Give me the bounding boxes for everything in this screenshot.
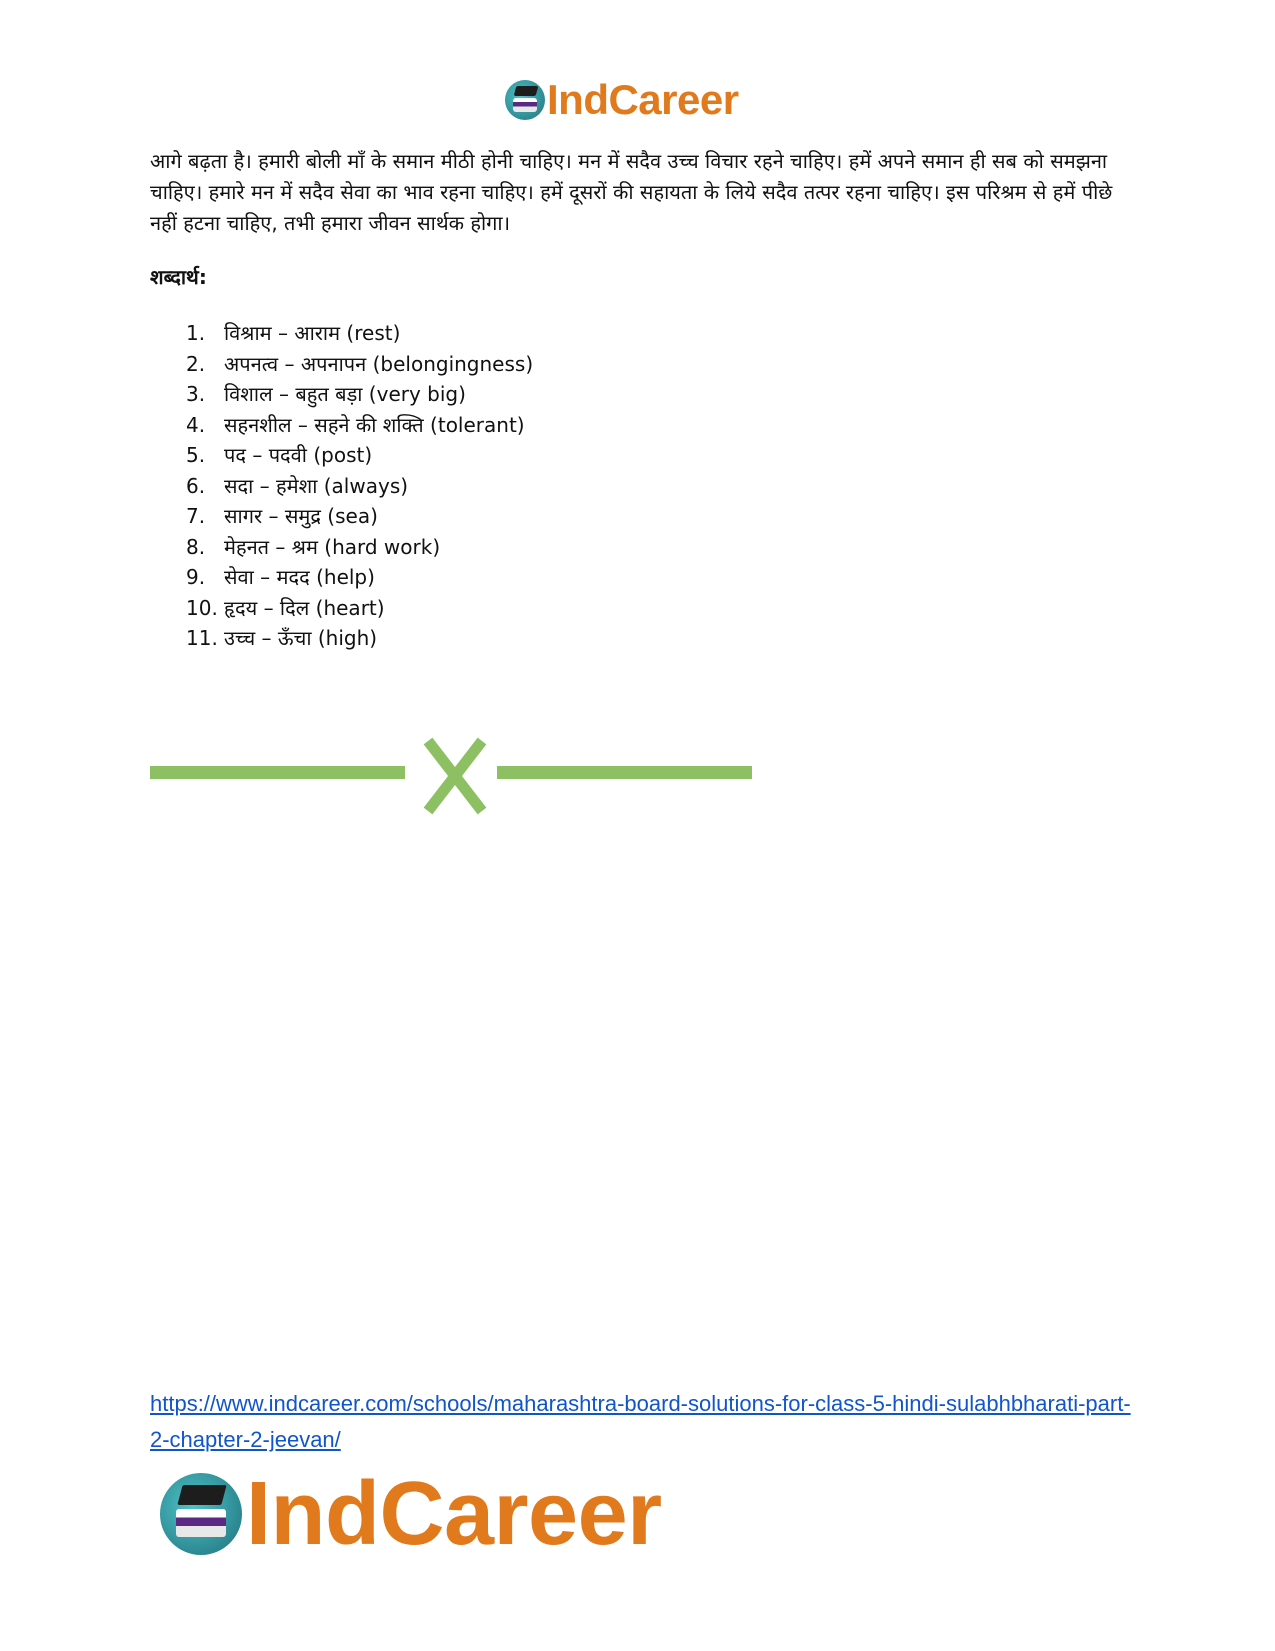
glossary-item bbox=[186, 410, 533, 441]
glossary-item bbox=[186, 623, 533, 654]
glossary-item bbox=[186, 593, 533, 624]
header-logo bbox=[505, 78, 739, 122]
glossary-list bbox=[186, 318, 533, 654]
item-text: उच्च – ऊँचा (high) bbox=[224, 626, 378, 650]
logo-globe-icon bbox=[160, 1473, 242, 1555]
item-text: हृदय – दिल (heart) bbox=[224, 595, 385, 620]
glossary-item bbox=[186, 379, 533, 410]
item-number: 1. bbox=[186, 321, 206, 345]
item-text: अपनत्व – अपनापन (belongingness) bbox=[224, 351, 534, 376]
item-text: मेहनत – श्रम (hard work) bbox=[224, 534, 441, 559]
item-number: 11. bbox=[186, 626, 218, 650]
glossary-item bbox=[186, 440, 533, 471]
item-number: 5. bbox=[186, 443, 206, 467]
glossary-item bbox=[186, 532, 533, 563]
item-text: सेवा – मदद (help) bbox=[224, 565, 375, 589]
glossary-item bbox=[186, 501, 533, 532]
divider-line-right bbox=[497, 766, 752, 779]
glossary-item bbox=[186, 349, 533, 380]
glossary-item bbox=[186, 562, 533, 593]
footer-logo bbox=[160, 1464, 662, 1564]
footer-logo-text: IndCareer bbox=[246, 1464, 662, 1564]
item-text: विशाल – बहुत बड़ा (very big) bbox=[224, 382, 466, 406]
glossary-heading: शब्दार्थ: bbox=[150, 265, 207, 289]
divider-x-icon bbox=[428, 741, 482, 811]
item-number: 6. bbox=[186, 473, 206, 498]
item-text: सहनशील – सहने की शक्ति (tolerant) bbox=[224, 412, 525, 437]
glossary-item bbox=[186, 471, 533, 502]
body-paragraph: आगे बढ़ता है। हमारी बोली माँ के समान मीठी होनी चाहिए। मन में सदैव उच्च विचार रहने चाहिए। हमें अपने समान ही सब को समझना चाहिए। हमारे मन में सदैव सेवा का भाव रहना चाहिए। हमें दूसरों की सहायता के लिये सदैव तत्पर रहना चाहिए। इस परिश्रम से हमें पीछे नहीं हटना चाहिए, तभी हमारा जीवन सार्थक होगा। bbox=[150, 149, 1113, 235]
item-text: सागर – समुद्र (sea) bbox=[224, 504, 378, 528]
logo-globe-icon bbox=[505, 80, 545, 120]
item-number: 7. bbox=[186, 504, 206, 528]
item-number: 2. bbox=[186, 351, 206, 376]
header-logo-text: IndCareer bbox=[547, 76, 739, 123]
item-number: 4. bbox=[186, 412, 206, 437]
source-link[interactable]: https://www.indcareer.com/schools/maharashtra-board-solutions-for-class-5-hindi-sulabhbharati-part-2-chapter-2-jeevan/ bbox=[150, 1391, 1131, 1452]
item-text: सदा – हमेशा (always) bbox=[224, 473, 409, 498]
item-number: 3. bbox=[186, 382, 206, 406]
item-number: 9. bbox=[186, 565, 206, 589]
item-number: 10. bbox=[186, 595, 218, 620]
item-text: पद – पदवी (post) bbox=[224, 443, 373, 467]
item-text: विश्राम – आराम (rest) bbox=[224, 321, 401, 345]
section-divider bbox=[150, 735, 758, 817]
item-number: 8. bbox=[186, 534, 206, 559]
glossary-item bbox=[186, 318, 533, 349]
divider-line-left bbox=[150, 766, 405, 779]
